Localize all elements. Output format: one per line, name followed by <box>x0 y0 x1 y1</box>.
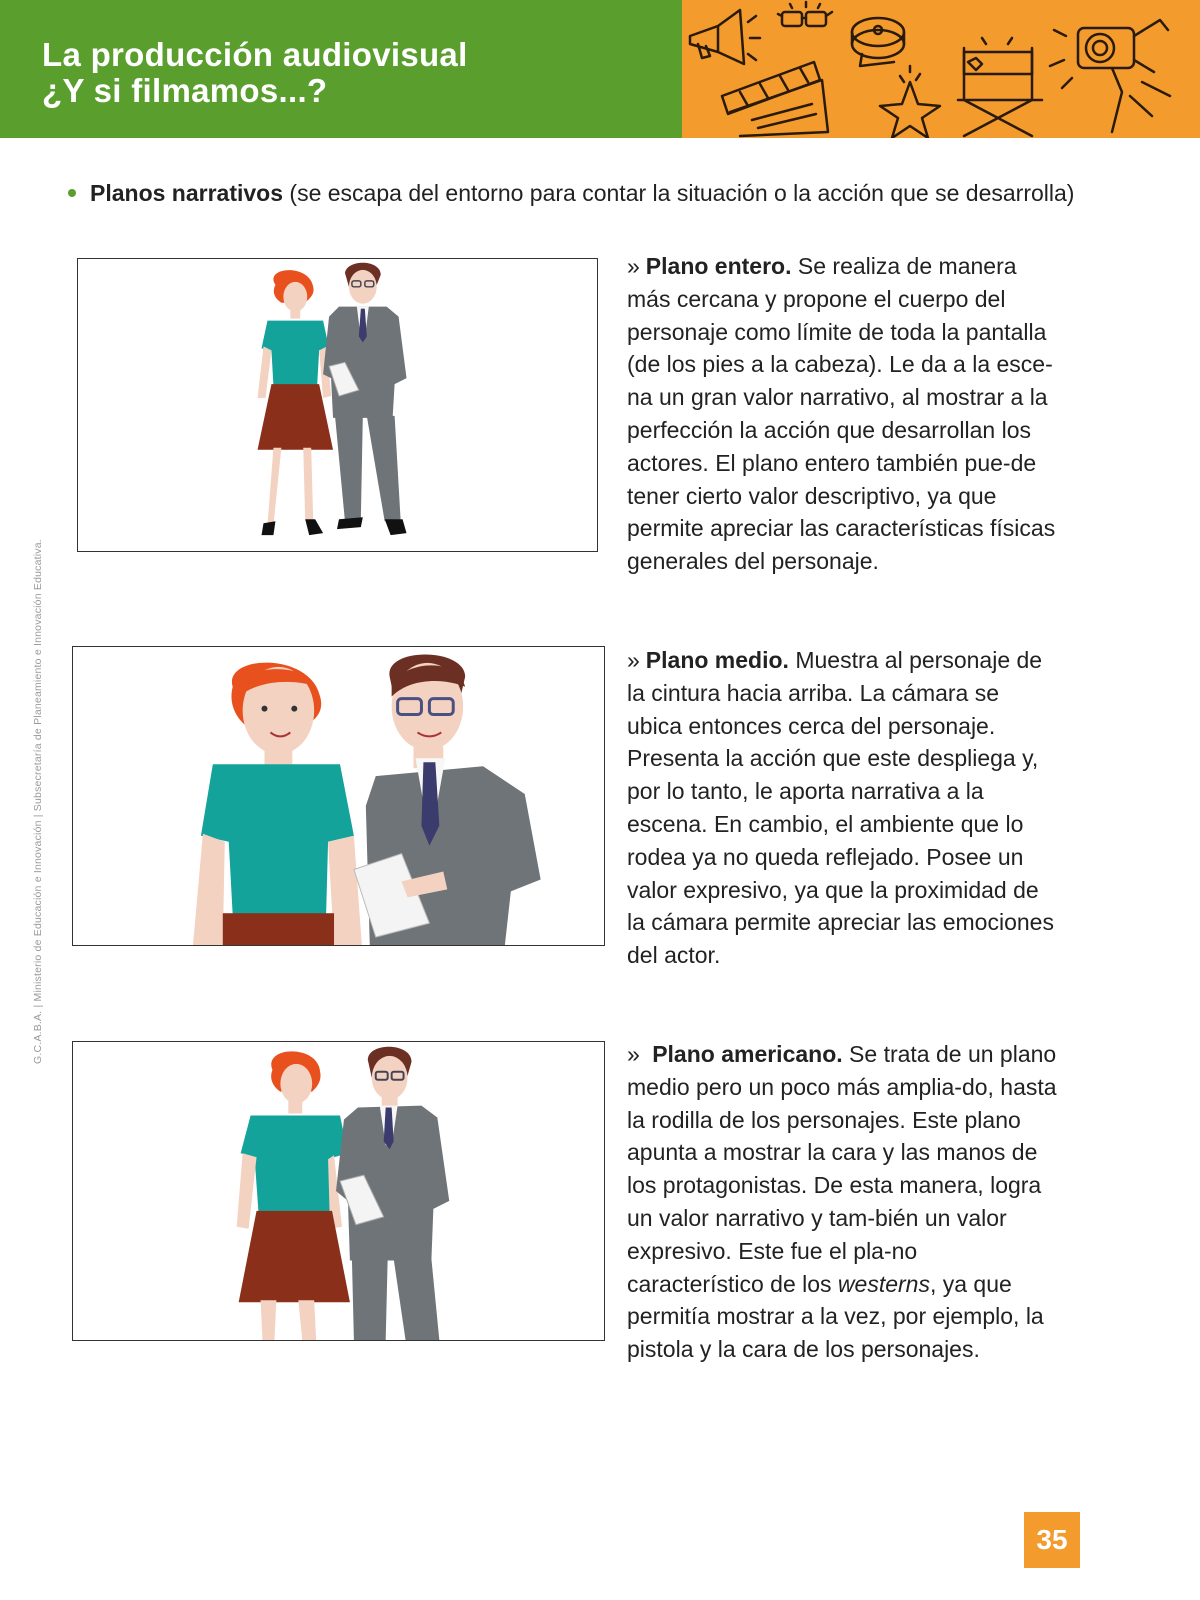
page-title-line-1: La producción audiovisual <box>42 36 468 73</box>
plano-americano-description <box>627 1038 1057 1366</box>
plano-americano-illustration <box>72 1041 605 1341</box>
side-credit: G.C.A.B.A. | Ministerio de Educación e Innovación | Subsecretaría de Planeamiento e Innovación Educativa. <box>32 539 44 1064</box>
cinema-doodles <box>682 0 1200 138</box>
woman-figure <box>193 663 362 945</box>
plano-medio-title: Plano medio. <box>645 647 789 673</box>
page-number: 35 <box>1024 1512 1080 1568</box>
plano-entero-description <box>627 250 1057 578</box>
bullet-dot-icon <box>68 189 76 197</box>
plano-medio-figures <box>73 647 604 945</box>
film-reel-icon <box>852 18 904 66</box>
man-figure <box>323 263 406 535</box>
header-doodle-band <box>682 0 1200 138</box>
spotlight-icon <box>1050 20 1170 132</box>
man-figure <box>354 654 541 945</box>
plano-medio-illustration <box>72 646 605 946</box>
directors-chair-icon <box>958 38 1042 136</box>
intro-bullet <box>68 180 1074 207</box>
intro-rest: (se escapa del entorno para contar la situación o la acción que se desarrolla) <box>289 180 1075 206</box>
plano-medio-description <box>627 644 1057 972</box>
plano-americano-text-after: , ya que permitía mostrar a la vez, por ejemplo, la pistola y la cara de los personajes. <box>627 1270 1044 1363</box>
plano-americano-text: Se trata de un plano medio pero un poco más amplia-do, hasta la rodilla de los personajes. Este plano apunta a mostrar la cara y las manos de los protagonistas. De esta manera, logra un valor narrativo y tam-bién un valor expresivo. Este fue el pla-no característico de los <box>627 1041 1057 1297</box>
page-header <box>0 0 1200 138</box>
page-title-line-2: ¿Y si filmamos...? <box>42 72 328 109</box>
plano-entero-text: Se realiza de manera más cercana y propone el cuerpo del personaje como límite de toda la pantalla (de los pies a la cabeza). Le da a la esce-na un gran valor narrativo, al mostrar a la perfección la acción que desarrollan los actores. El plano entero también pue-de tener cierto valor descriptivo, ya que permite apreciar las características físicas generales del personaje. <box>627 253 1056 575</box>
plano-entero-figures <box>78 259 597 551</box>
woman-figure <box>258 270 333 535</box>
chevron-icon: » <box>627 647 640 673</box>
chevron-icon: » <box>627 253 640 279</box>
plano-entero-title: Plano entero. <box>645 253 792 279</box>
clapperboard-icon <box>722 62 828 136</box>
chevron-icon: » <box>627 1041 640 1067</box>
plano-americano-italic: westerns <box>837 1270 930 1297</box>
plano-entero-illustration <box>77 258 598 552</box>
header-title-band <box>0 0 682 138</box>
megaphone-icon <box>690 10 760 64</box>
intro-term: Planos narrativos <box>90 180 284 206</box>
plano-medio-text: Muestra al personaje de la cintura hacia arriba. La cámara se ubica entonces cerca del personaje. Presenta la acción que este despliega y, por lo tanto, le aporta narrativa a la escena. En cambio, el ambiente que lo rodea ya no queda reflejado. Posee un valor expresivo, ya que la proximidad de la cámara permite apreciar las emociones del actor. <box>627 647 1054 969</box>
star-icon <box>880 66 940 138</box>
man-figure <box>336 1047 449 1340</box>
plano-americano-title: Plano americano. <box>652 1041 843 1067</box>
3d-glasses-icon <box>778 2 832 26</box>
plano-americano-figures <box>73 1042 604 1340</box>
woman-figure <box>237 1051 350 1340</box>
